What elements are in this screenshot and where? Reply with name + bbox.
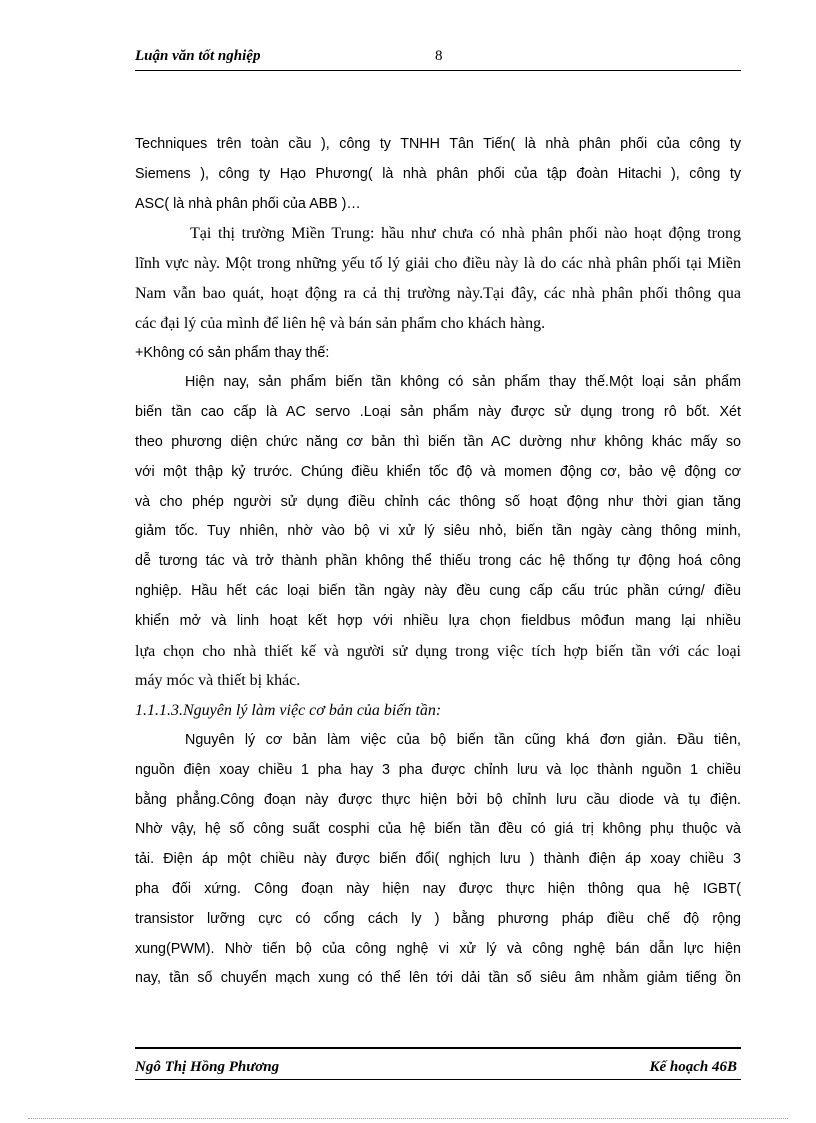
text-line: nguồn điện xoay chiều 1 pha hay 3 pha được chỉnh lưu và lọc thành nguồn 1 chiều bbox=[135, 761, 741, 778]
text-line: theo phương diện chức năng cơ bản thì biến tần AC dường như không khác mấy so bbox=[135, 433, 741, 450]
text-line: tải. Điện áp một chiều này được biến đổi( nghịch lưu ) thành điện áp xoay chiều 3 bbox=[135, 851, 741, 868]
text-line: Hiện nay, sản phẩm biến tần không có sản phẩm thay thế.Một loại sản phẩm bbox=[185, 374, 741, 391]
text-line: Nam vẫn bao quát, hoạt động ra cả thị trường này.Tại đây, các nhà phân phối thông qua bbox=[135, 284, 741, 302]
text-line: Techniques trên toàn cầu ), công ty TNHH Tân Tiến( là nhà phân phối của công ty bbox=[135, 136, 741, 152]
text-line: các đại lý của mình để liên hệ và bán sản phẩm cho khách hàng. bbox=[135, 314, 546, 332]
text-line: và cho phép người sử dụng điều chỉnh các thông số hoạt động như thời gian tăng bbox=[135, 493, 741, 510]
page-footer bbox=[135, 1047, 741, 1089]
page-break-divider bbox=[28, 1118, 788, 1119]
text-line: pha đối xứng. Công đoạn này hiện nay được thực hiện thông qua hệ IGBT( bbox=[135, 880, 741, 897]
text-line: Nhờ vậy, hệ số công suất cosphi của hệ biến tần đều có giá trị không phụ thuộc và bbox=[135, 821, 741, 838]
section-heading: 1.1.1.3.Nguyên lý làm việc cơ bản của biến tần: bbox=[135, 702, 442, 720]
text-line: biến tần cao cấp là AC servo .Loại sản phẩm này được sử dụng trong rô bốt. Xét bbox=[135, 404, 741, 421]
page-number: 8 bbox=[435, 48, 443, 64]
text-line: transistor lưỡng cực có cổng cách ly ) bằng phương pháp điều chế độ rộng bbox=[135, 910, 741, 927]
text-line: xung(PWM). Nhờ tiến bộ của công nghệ vi xử lý và công nghệ bán dẫn lực hiện bbox=[135, 940, 741, 957]
text-line: Tại thị trường Miền Trung: hầu như chưa có nhà phân phối nào hoạt động trong bbox=[190, 225, 741, 243]
footer-author: Ngô Thị Hồng Phương bbox=[135, 1059, 280, 1075]
page-header bbox=[135, 46, 741, 71]
header-title: Luận văn tốt nghiệp bbox=[135, 48, 261, 64]
text-line: với một thập kỷ trước. Chúng điều khiển tốc độ và momen động cơ, bảo vệ động cơ bbox=[135, 463, 741, 480]
text-line: nay, tần số chuyển mạch xung có thể lên tới dải tần số siêu âm nhằm giảm tiếng ồn bbox=[135, 970, 741, 987]
text-line: Siemens ), công ty Hạo Phương( là nhà phân phối của tập đoàn Hitachi ), công ty bbox=[135, 165, 741, 182]
text-line: máy móc và thiết bị khác. bbox=[135, 672, 301, 690]
footer-plan: Kế hoạch 46B bbox=[649, 1059, 737, 1075]
text-line: +Không có sản phẩm thay thế: bbox=[135, 344, 330, 361]
text-line: khiển mở và linh hoạt kết hợp với nhiều lựa chọn fieldbus môđun mang lại nhiều bbox=[135, 612, 741, 629]
text-line: ASC( là nhà phân phối của ABB )… bbox=[135, 195, 361, 212]
text-line: Nguyên lý cơ bản làm việc của bộ biến tần cũng khá đơn giản. Đầu tiên, bbox=[185, 731, 741, 748]
text-line: nghiệp. Hầu hết các loại biến tần ngày này đều cung cấp cấu trúc phần cứng/ điều bbox=[135, 582, 741, 599]
footer-divider bbox=[135, 1079, 741, 1080]
text-line: giảm tốc. Tuy nhiên, nhờ vào bộ vi xử lý siêu nhỏ, biến tần ngày càng thông minh, bbox=[135, 523, 741, 540]
text-line: lựa chọn cho nhà thiết kế và người sử dụng trong việc tích hợp biến tần với các loại bbox=[135, 642, 741, 660]
document-body bbox=[135, 130, 741, 994]
text-line: lĩnh vực này. Một trong những yếu tố lý giải cho điều này là do các nhà phân phối tại Miền bbox=[135, 255, 741, 273]
text-line: bằng phẳng.Công đoạn này được thực hiện bởi bộ chỉnh lưu cầu diode và tụ điện. bbox=[135, 791, 741, 808]
text-line: dễ tương tác và trở thành phần không thể thiếu trong các hệ thống tự động hoá công bbox=[135, 553, 741, 570]
